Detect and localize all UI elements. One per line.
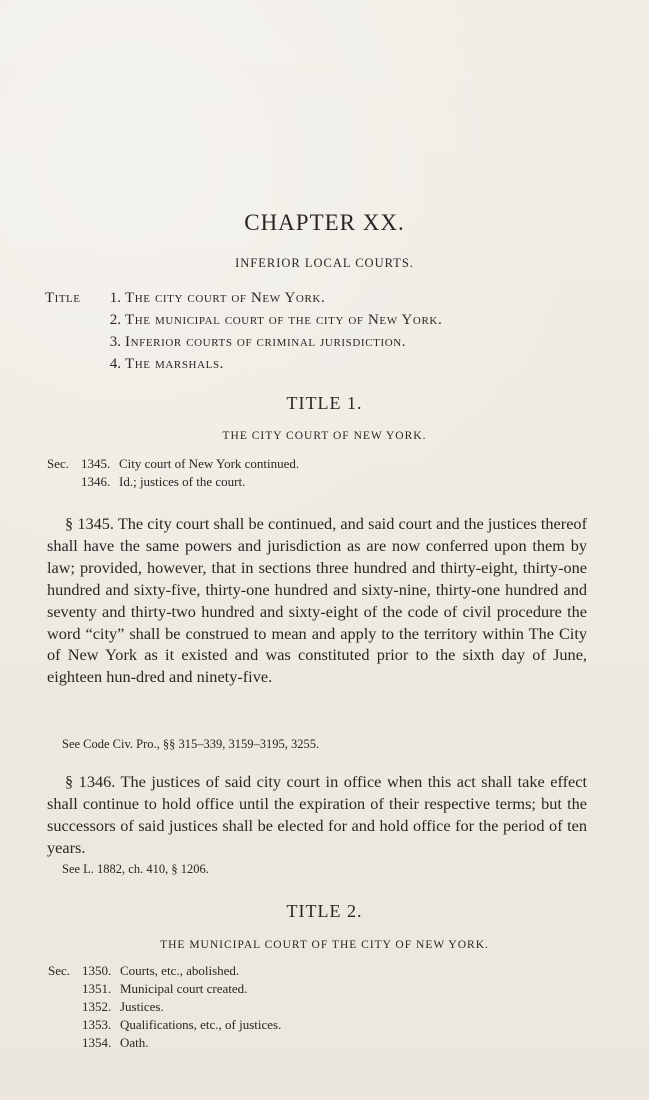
section-number: 1351. [82,981,112,996]
section-title: Justices. [120,999,164,1014]
section-number: 1350. [82,963,112,978]
title-name: The marshals. [125,356,225,372]
section-title: City court of New York continued. [119,456,300,471]
title-1-heading: TITLE 1. [286,393,363,413]
section-1345-citation: See Code Civ. Pro., §§ 315–339, 3159–3195, 3255. [62,737,320,751]
title-list-item [45,309,605,331]
section-prefix: Sec. [48,963,71,978]
section-prefix: Sec. [47,456,70,471]
section-number: 1354. [82,1035,112,1050]
title-number: 4. [109,356,121,372]
section-title: Qualifications, etc., of justices. [120,1017,282,1032]
title-name: Inferior courts of criminal jurisdiction. [125,334,407,350]
title-number: 3. [109,334,121,350]
title-name: The city court of New York. [125,290,326,306]
section-number: 1352. [82,999,112,1014]
section-title: Municipal court created. [120,981,248,996]
section-1346-paragraph: § 1346. The justices of said city court in office when this act shall take effect shall continue to hold office until the expiration of their respective terms; but the successors of said justices shall be elected for and hold office for the period of ten years. [47,772,587,857]
section-number: 1346. [81,474,111,489]
section-title: Id.; justices of the court. [119,474,246,489]
title-list-lead: Title [45,290,81,306]
title-list-item [45,353,605,375]
title-number: 1. [109,290,121,306]
title-name: The municipal court of the city of New York. [125,312,443,328]
title-2-subheading: THE MUNICIPAL COURT OF THE CITY OF NEW YORK. [160,939,489,951]
chapter-title-list [45,287,605,375]
title-list-item [45,287,605,309]
section-number: 1353. [82,1017,112,1032]
title-2-heading: TITLE 2. [286,901,363,921]
chapter-subheading: INFERIOR LOCAL COURTS. [235,256,414,270]
section-1345-paragraph: § 1345. The city court shall be continued, and said court and the justices thereof shall have the same powers and jurisdiction as are now conferred upon them by law; provided, however, that in sections three hundred and thirty-eight, thirty-one hundred and sixty-five, thirty-one hundred and sixty-nine, thirty-one hundred and seventy and thirty-two hundred and sixty-eight of the code of civil procedure the word “city” shall be construed to mean and apply to the territory within The City of New York as it existed and was constituted prior to the sixth day of June, eighteen hun-dred and ninety-five. [47,514,587,687]
section-title: Oath. [120,1035,149,1050]
chapter-heading: CHAPTER XX. [244,210,405,235]
title-list-item [45,331,605,353]
section-title: Courts, etc., abolished. [120,963,240,978]
title-1-subheading: THE CITY COURT OF NEW YORK. [222,430,427,442]
title-number: 2. [109,312,121,328]
section-1346-citation: See L. 1882, ch. 410, § 1206. [62,862,209,876]
section-number: 1345. [81,456,111,471]
